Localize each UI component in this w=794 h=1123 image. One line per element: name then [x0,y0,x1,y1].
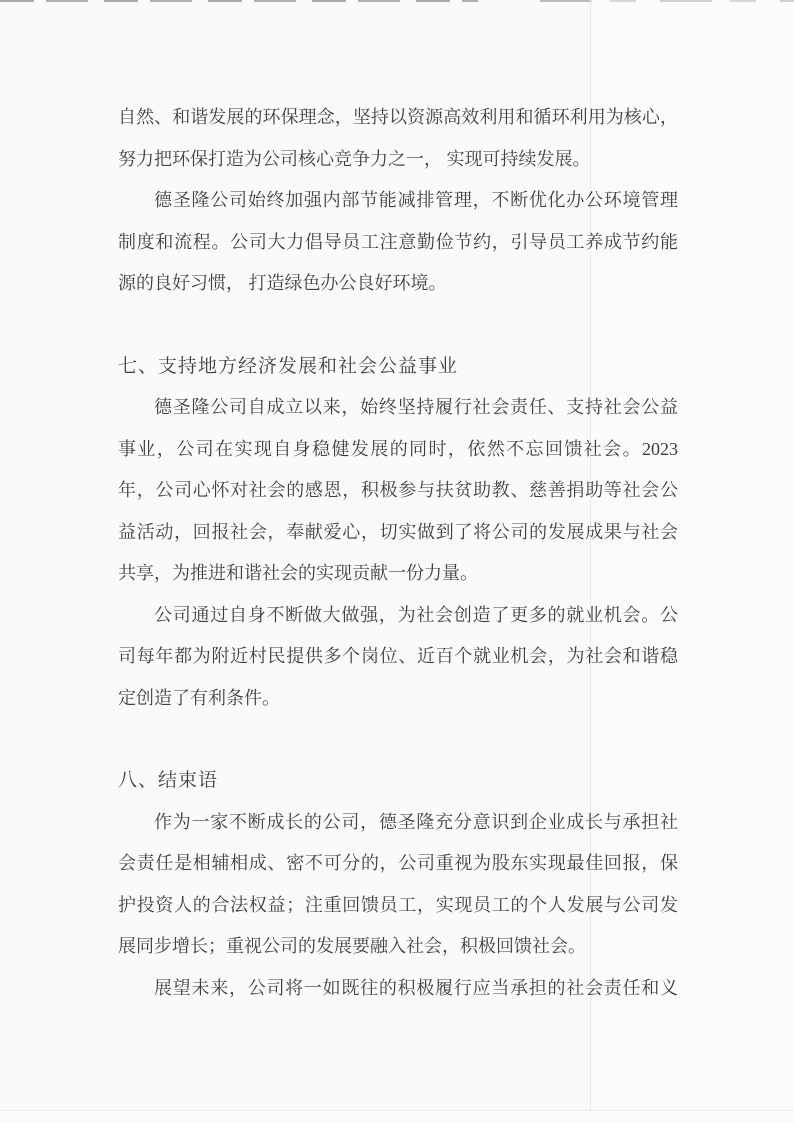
text-line: 德圣隆公司始终加强内部节能减排管理，不断优化办公环境管理 [154,190,678,210]
text-line: 年，公司心怀对社会的感恩，积极参与扶贫助教、慈善捐助等社会公 [118,480,678,500]
text-line: 益活动，回报社会，奉献爱心，切实做到了将公司的发展成果与社会 [118,521,678,542]
section-heading: 七、支持地方经济发展和社会公益事业 [118,355,459,377]
text-line: 共享，为推进和谐社会的实现贡献一份力量。 [118,563,478,583]
text-line: 司每年都为附近村民提供多个岗位、近百个就业机会，为社会和谐稳 [118,646,678,666]
text-line: 公司通过自身不断做大做强，为社会创造了更多的就业机会。公 [154,604,678,625]
text-line: 定创造了有利条件。 [118,687,280,708]
blank-line-gap [118,719,678,760]
text-line: 护投资人的合法权益；注重回馈员工，实现员工的个人发展与公司发 [118,894,678,915]
scan-top-edge-artifact [0,0,478,2]
text-line: 源的良好习惯， 打造绿色办公良好环境。 [118,273,447,293]
text-line: 会责任是相辅相成、密不可分的，公司重视为股东实现最佳回报，保 [118,853,678,873]
text-line: 制度和流程。公司大力倡导员工注意勤俭节约，引导员工养成节约能 [118,231,678,252]
scan-top-edge-artifact [540,0,794,2]
text-line: 事业，公司在实现自身稳健发展的同时，依然不忘回馈社会。2023 [118,438,678,459]
text-line: 自然、和谐发展的环保理念，坚持以资源高效利用和循环利用为核心， [118,107,678,127]
text-line: 展同步增长；重视公司的发展要融入社会，积极回馈社会。 [118,936,586,956]
scan-below-edge-area [0,1111,794,1123]
section-heading: 八、结束语 [118,770,219,791]
document-text-block [118,97,678,1009]
blank-line-gap [118,305,678,346]
text-line: 展望未来，公司将一如既往的积极履行应当承担的社会责任和义 [154,977,678,998]
text-line: 作为一家不断成长的公司，德圣隆充分意识到企业成长与承担社 [154,811,678,832]
text-line: 努力把环保打造为公司核心竞争力之一， 实现可持续发展。 [118,148,591,169]
text-line: 德圣隆公司自成立以来，始终坚持履行社会责任、支持社会公益 [154,397,678,417]
